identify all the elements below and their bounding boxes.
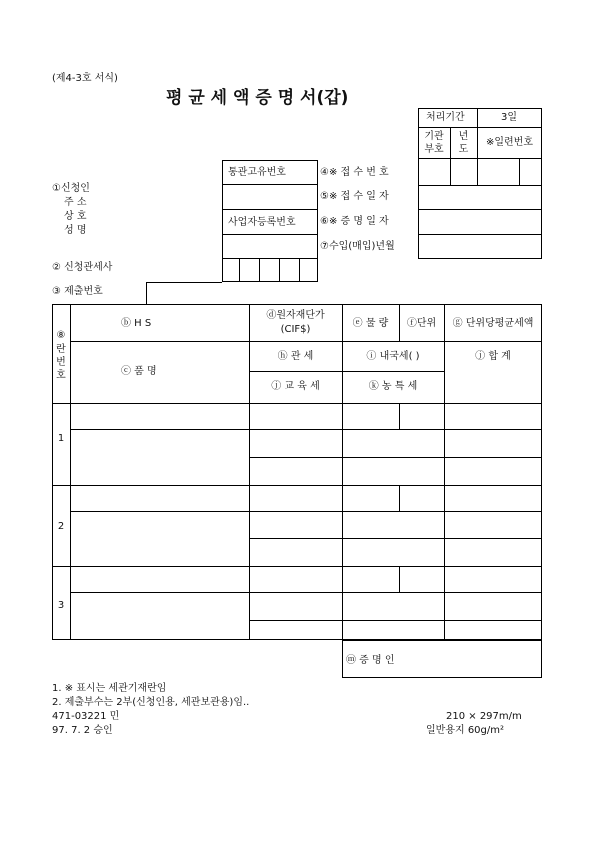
applicant-label: ①신청인	[52, 183, 90, 194]
customs-broker-label: ② 신청관세사	[52, 262, 113, 273]
form-code: (제4-3호 서식)	[52, 73, 118, 84]
address-label: 주 소	[64, 197, 87, 208]
agri-tax-header: ⓚ 농 특 세	[368, 381, 418, 392]
customs-id-label: 통관고유번호	[228, 167, 286, 178]
receipt-date-label: ⑤※ 접 수 일 자	[320, 191, 389, 202]
row-number: 1	[57, 433, 65, 444]
year-l2: 도	[458, 144, 469, 155]
row-number: 2	[57, 521, 65, 532]
org-code-l2: 부호	[424, 144, 444, 155]
customs-tax-header: ⓗ 관 세	[277, 351, 314, 362]
submission-box	[222, 258, 318, 282]
total-header: ⓙ 합 계	[475, 351, 511, 362]
processing-value: 3일	[501, 112, 518, 123]
note-3: 471-03221 민	[52, 711, 120, 722]
name-label: 성 명	[64, 225, 87, 236]
col-no-3: 번	[56, 357, 66, 368]
processing-label: 처리기간	[426, 112, 465, 123]
hs-header: ⓑ H S	[121, 318, 152, 329]
import-month-label: ⑦수입(매입)년월	[320, 241, 395, 252]
note-2: 2. 제출부수는 2부(신청인용, 세관보관용)임..	[52, 697, 250, 708]
paper-type: 일반용지 60g/m²	[426, 725, 505, 736]
receipt-no-label: ④※ 접 수 번 호	[320, 167, 389, 178]
avg-tax-header: ⓖ 단위당평균세액	[452, 318, 534, 329]
submission-no-label: ③ 제출번호	[52, 286, 103, 297]
year-l1: 년	[458, 131, 469, 142]
paper-size: 210 × 297m/m	[446, 711, 522, 722]
col-no-1: ⑧	[56, 330, 66, 341]
receipt-box	[418, 185, 542, 259]
org-code-l1: 기관	[424, 131, 444, 142]
col-no-2: 란	[56, 344, 66, 355]
col-no-4: 호	[56, 370, 66, 381]
note-4: 97. 7. 2 승인	[52, 725, 113, 736]
edu-tax-header: ⓙ 교 육 세	[271, 381, 320, 392]
note-1: 1. ※ 표시는 세관기재란임	[52, 683, 167, 694]
qty-header: ⓔ 물 량	[352, 318, 389, 329]
row-number: 3	[57, 600, 65, 611]
unit-header: ⓕ단위	[406, 318, 437, 329]
item-header: ⓒ 품 명	[121, 366, 157, 377]
price-header-1: ⓓ원자재단가	[266, 310, 325, 321]
domestic-tax-header: ⓘ 내국세( )	[366, 351, 420, 362]
cert-date-label: ⑥※ 증 명 일 자	[320, 216, 389, 227]
biz-reg-label: 사업자등록번호	[228, 217, 296, 228]
company-label: 상 호	[64, 211, 87, 222]
page-title: 평 균 세 액 증 명 서(갑)	[166, 88, 349, 108]
price-header-2: (CIF$)	[280, 324, 311, 335]
certifier-label: ⓜ 증 명 인	[346, 655, 395, 666]
serial-label: ※일련번호	[485, 137, 534, 148]
